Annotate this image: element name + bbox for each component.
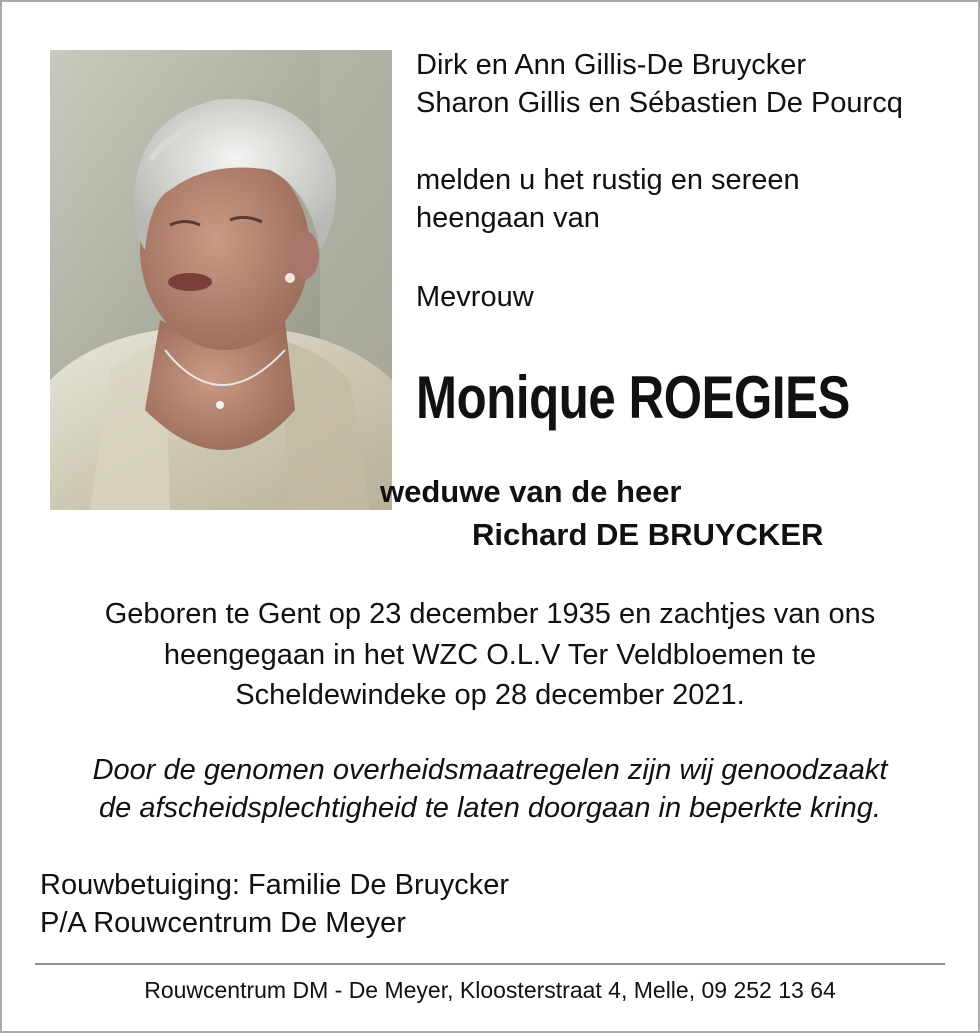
family-line-2: Sharon Gillis en Sébastien De Pourcq: [416, 87, 903, 119]
message-line-2: heengaan van: [416, 202, 600, 234]
widow-line-2: Richard DE BRUYCKER: [472, 517, 824, 552]
widow-line-1: weduwe van de heer: [380, 474, 682, 509]
deceased-name: Monique ROEGIES: [416, 364, 850, 431]
ceremony-notice-line-1: Door de genomen overheidsmaatregelen zijn wij genoodzaakt: [92, 754, 888, 786]
condolences-line-2: P/A Rouwcentrum De Meyer: [40, 907, 406, 939]
birth-death-line-3: Scheldewindeke op 28 december 2021.: [235, 679, 745, 711]
family-line-1: Dirk en Ann Gillis-De Bruycker: [416, 49, 806, 81]
birth-death-line-1: Geboren te Gent op 23 december 1935 en zachtjes van ons: [104, 598, 876, 630]
ceremony-notice-line-2: de afscheidsplechtigheid te laten doorgaan in beperkte kring.: [99, 792, 881, 824]
birth-death-line-2: heengegaan in het WZC O.L.V Ter Veldbloemen te: [163, 639, 817, 671]
honorific-title: Mevrouw: [416, 281, 534, 313]
funeral-home-footer: Rouwcentrum DM - De Meyer, Kloosterstraat 4, Melle, 09 252 13 64: [144, 977, 836, 1003]
portrait-photo: [50, 50, 392, 510]
message-line-1: melden u het rustig en sereen: [416, 164, 800, 196]
footer-divider: [35, 963, 945, 965]
condolences-line-1: Rouwbetuiging: Familie De Bruycker: [40, 869, 510, 901]
